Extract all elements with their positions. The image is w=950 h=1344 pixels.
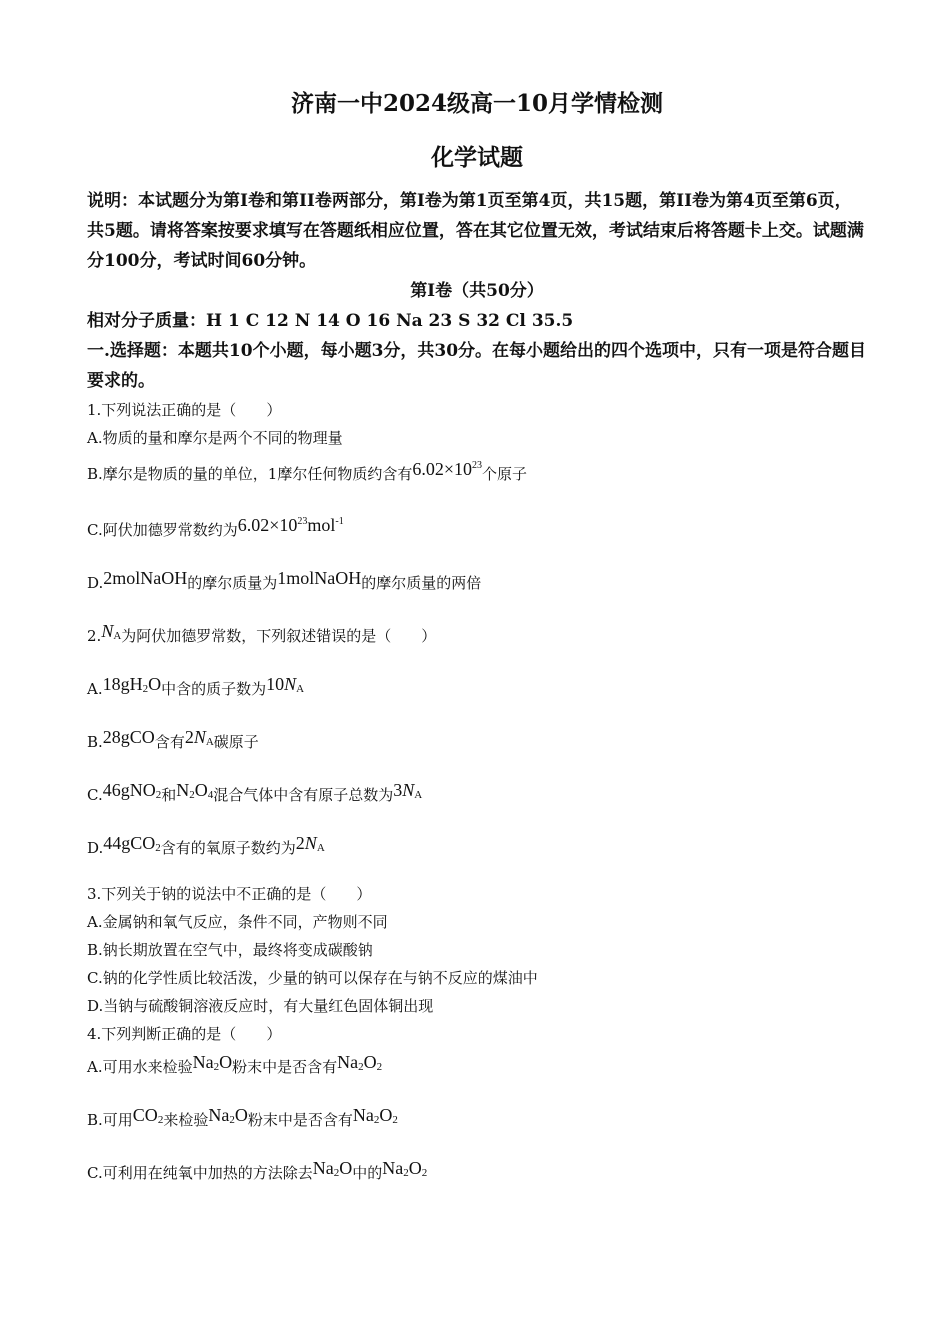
q3-stem: 3.下列关于钠的说法中不正确的是（ ） [87,885,372,903]
q3-option-d: D.当钠与硫酸铜溶液反应时，有大量红色固体铜出现 [87,997,434,1015]
q4-option-a: A.可用水来检验$Na_2O$粉末中是否含有$Na_2O_2$ [87,1052,383,1076]
q1-option-a: A.物质的量和摩尔是两个不同的物理量 [87,429,343,447]
q1-b-formula: $6.02\times 10^{23}$ [412,459,482,479]
q1-d-formula2: 1molNaOH [277,568,362,588]
q2-c-formula1: 46gNO$_2$ [102,780,162,801]
q4-option-b: B.可用$CO_2$来检验$Na_2O$粉末中是否含有$Na_2O_2$ [87,1105,398,1129]
q2-option-a: $A.18gH_2O$中含的质子数为$10N_A$ [87,674,305,698]
q2-b-formula2: $2N_A$ [184,727,214,748]
q1-c-formula: $6.02\times 10^{23}mol^{-1}$ [237,515,344,535]
q4-a-formula2: $Na_2O_2$ [337,1052,383,1073]
instructions: 说明：本试题分为第I卷和第II卷两部分，第I卷为第1页至第4页，共15题，第II卷为第4页至第6页，共5题。请将答案按要求填写在答题纸相应位置，答在其它位置无效，考试结束后将答题卡上交。试题满分100分，考试时间60分钟。 [87,191,864,271]
q4-b-formula3: $Na_2O_2$ [352,1105,398,1126]
q1-c-text: C.阿伏加德罗常数约为 [87,521,238,539]
section-header: 一.选择题：本题共10个小题，每小题3分，共30分。在每小题给出的四个选项中，只有一项是符合题目要求的。 [87,341,867,391]
q4-a-formula1: $Na_2O$ [192,1052,233,1073]
q4-stem: 4.下列判断正确的是（ ） [87,1025,282,1043]
q3-option-a: A.金属钠和氧气反应，条件不同，产物则不同 [87,913,388,931]
q2-a-formula1: $18gH_2O$ [102,674,162,695]
q4-b-formula2: $Na_2O$ [208,1105,248,1126]
q1-b-text: B.摩尔是物质的量的单位，1摩尔任何物质约含有 [87,465,413,483]
q2-option-c: C.46gNO$_2$和$N_2O_4$混合气体中含有原子总数为$3N_A$ [87,780,423,804]
q3-option-b: B.钠长期放置在空气中，最终将变成碳酸钠 [87,941,373,959]
q2-b-formula1: 28gCO [102,727,155,747]
q1-stem: 1.下列说法正确的是（ ） [87,401,282,419]
q2-stem: $2.N_A$为阿伏加德罗常数，下列叙述错误的是（ ） [87,621,437,645]
q2-c-formula3: $3N_A$ [393,780,423,801]
part1-title: 第I卷（共50分） [410,281,544,301]
exam-title: 济南一中2024级高一10月学情检测 [290,90,664,117]
exam-subtitle: 化学试题 [431,144,523,171]
q2-d-formula1: 44gCO$_2$ [103,833,161,854]
q4-option-c: C.可利用在纯氧中加热的方法除去$Na_2O$中的$Na_2O_2$ [87,1158,428,1182]
q1-option-c [87,508,867,544]
q2-c-formula2: $N_2O_4$ [176,780,214,801]
q2-d-formula2: $2N_A$ [295,833,325,854]
q4-c-formula2: $Na_2O_2$ [382,1158,428,1179]
q2-na-symbol: $N_A$ [101,621,122,642]
exam-page [87,86,867,1187]
atomic-masses: 相对分子质量：H 1 C 12 N 14 O 16 Na 23 S 32 Cl 35.5 [87,311,574,331]
q4-c-formula1: $Na_2O$ [312,1158,353,1179]
q1-b-tail: 个原子 [482,465,528,483]
q4-b-formula1: $CO_2$ [132,1105,164,1126]
q1-d-formula1: 2molNaOH [103,568,188,588]
q2-a-formula2: $10N_A$ [266,674,305,695]
q3-option-c: C.钠的化学性质比较活泼，少量的钠可以保存在与钠不反应的煤油中 [87,969,538,987]
q1-option-d: D.2molNaOH的摩尔质量为1molNaOH的摩尔质量的两倍 [87,568,482,592]
q2-option-d: D.44gCO$_2$含有的氧原子数约为$2N_A$ [87,833,325,857]
q1-option-b [87,452,867,488]
q2-option-b: B.28gCO含有$2N_A$碳原子 [87,727,259,751]
